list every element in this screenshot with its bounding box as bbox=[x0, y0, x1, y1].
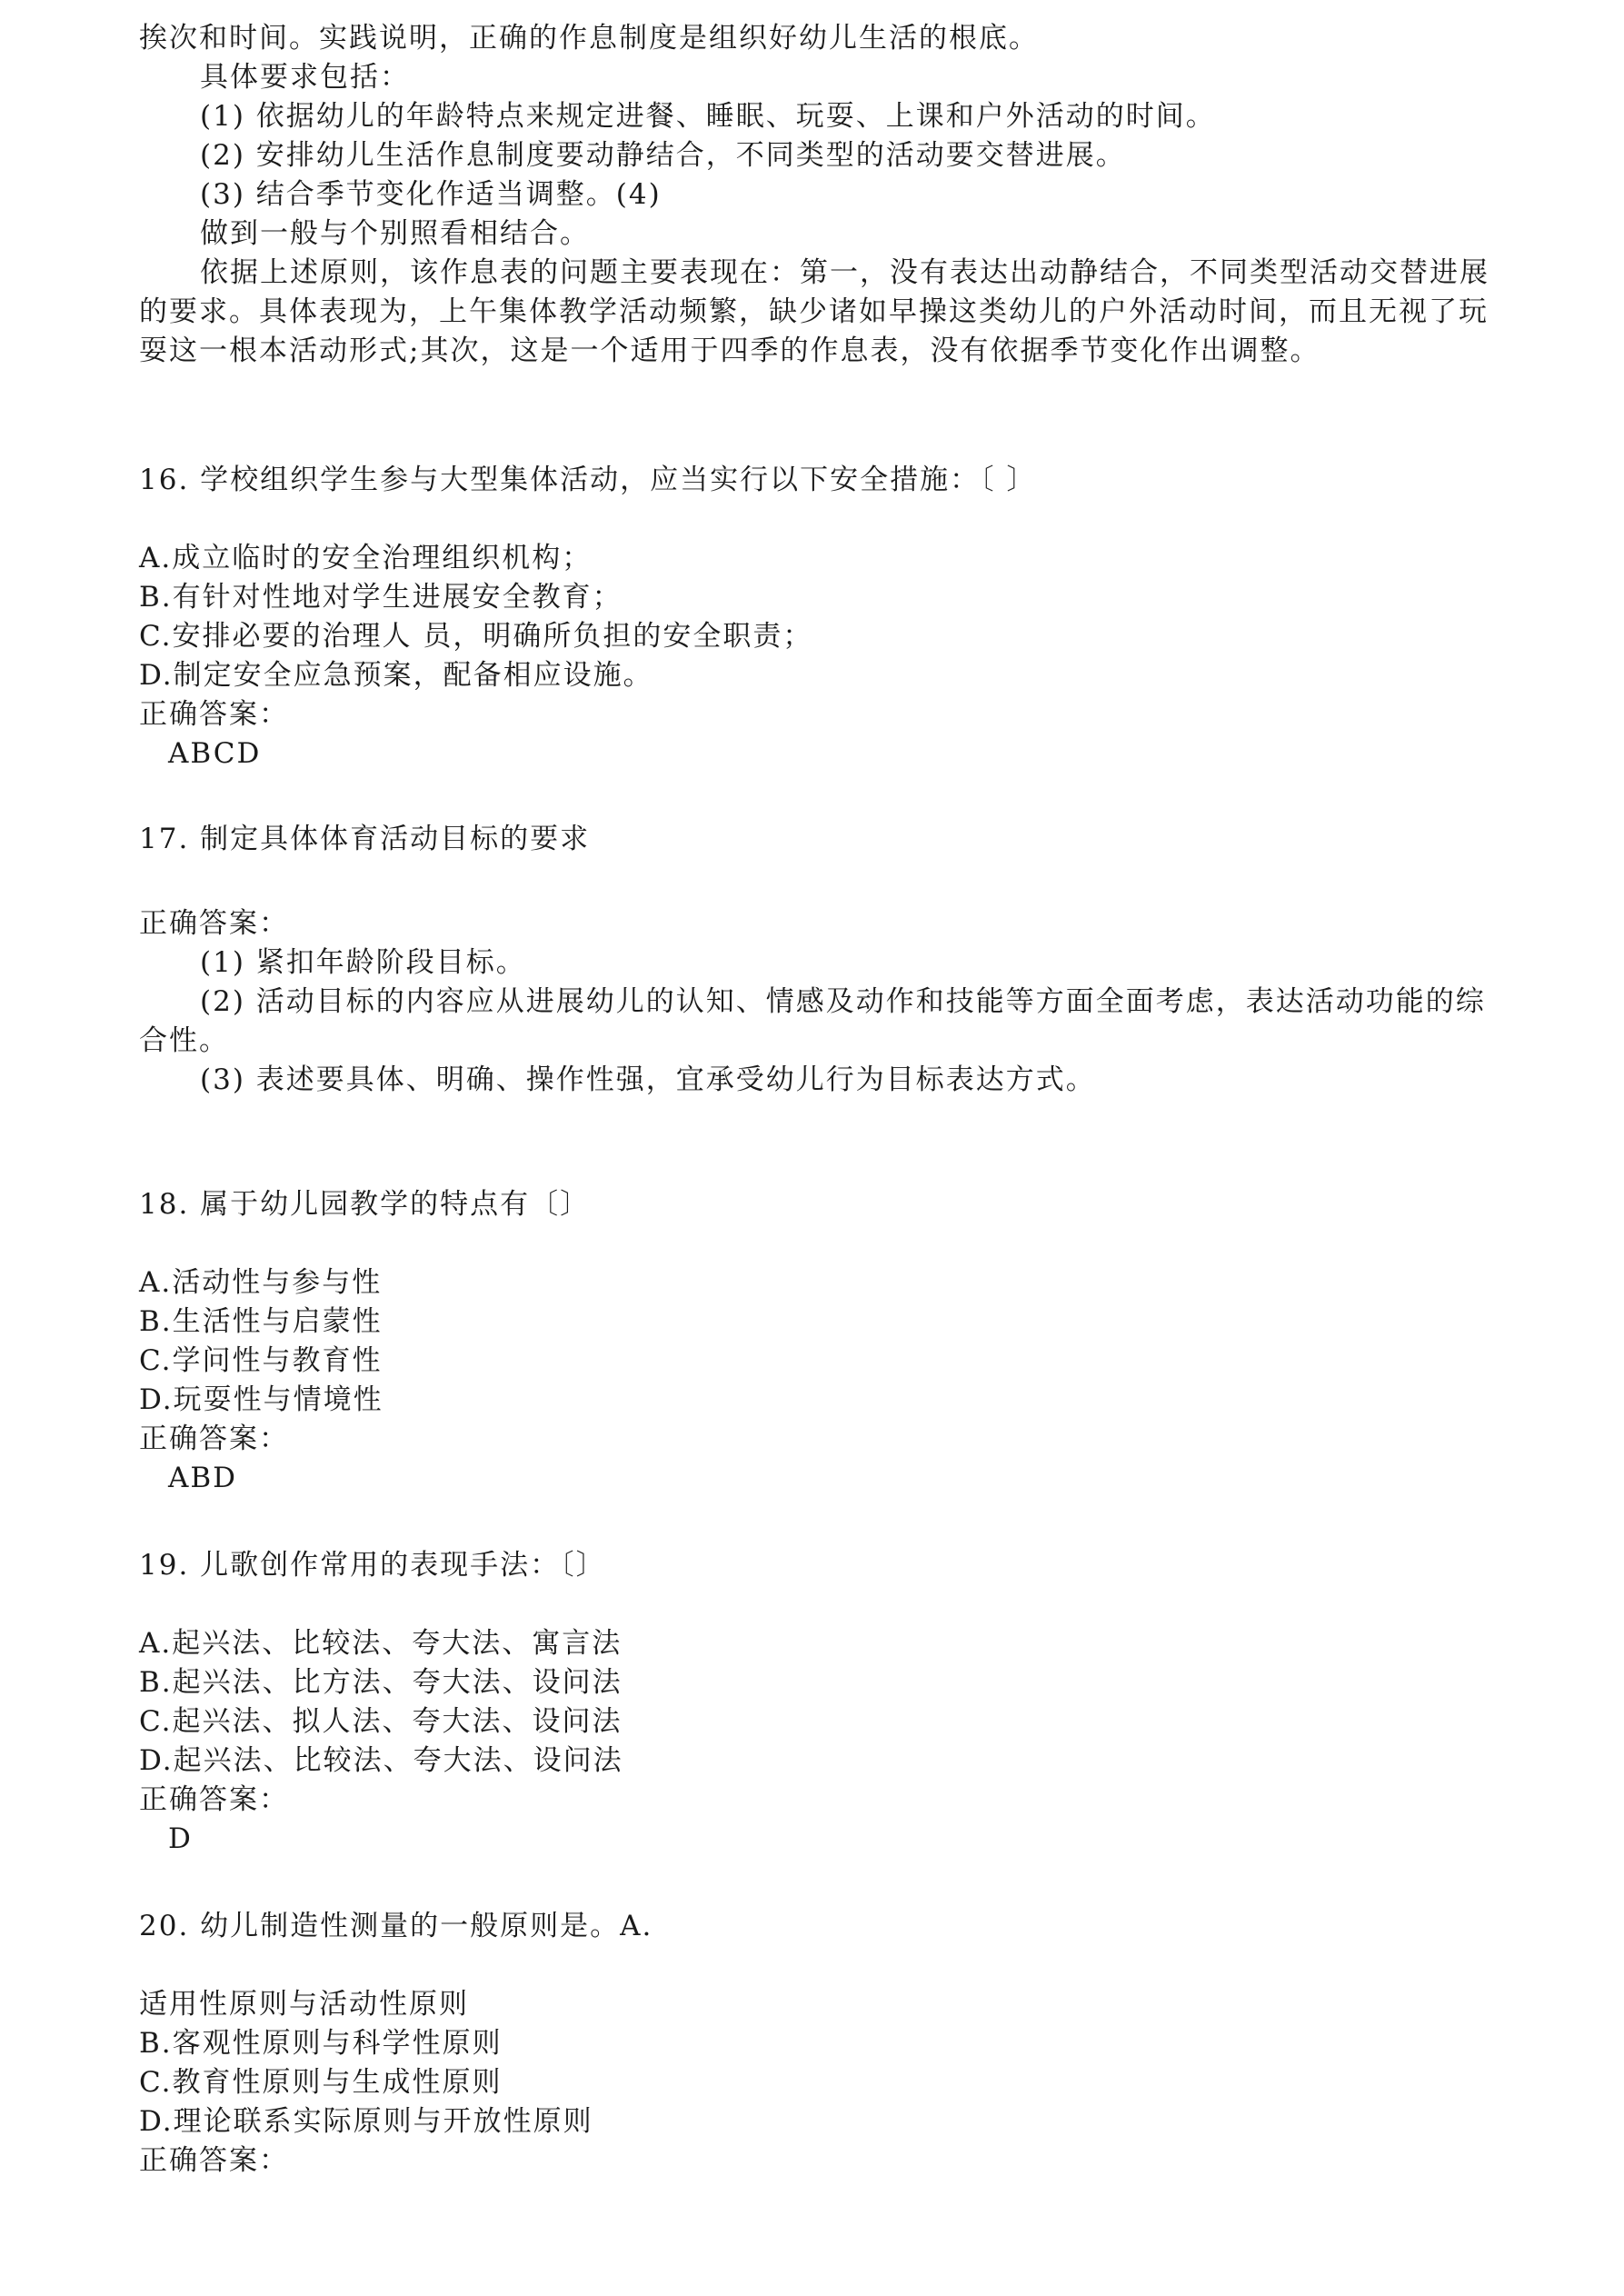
option-a: A.活动性与参与性 bbox=[139, 1266, 383, 1299]
requirement-item: 做到一般与个别照看相结合。 bbox=[200, 217, 590, 250]
answer-label: 正确答案： bbox=[139, 1783, 289, 1816]
question-19: 19. 儿歌创作常用的表现手法：〔〕 bbox=[139, 1549, 606, 1582]
question-16: 16. 学校组织学生参与大型集体活动，应当实行以下安全措施：〔 〕 bbox=[139, 464, 1037, 496]
answer-item: (1) 紧扣年龄阶段目标。 bbox=[200, 946, 526, 979]
answer-item: (2) 活动目标的内容应从进展幼儿的认知、情感及动作和技能等方面全面考虑，表达活动功能的综 bbox=[200, 985, 1486, 1018]
answer-value: D bbox=[168, 1822, 193, 1855]
option-a: A.成立临时的安全治理组织机构； bbox=[139, 542, 593, 574]
requirement-item: (2) 安排幼儿生活作息制度要动静结合，不同类型的活动要交替进展。 bbox=[200, 139, 1126, 172]
answer-label: 正确答案： bbox=[139, 698, 289, 731]
option-d: D.起兴法、比较法、夸大法、设问法 bbox=[139, 1744, 623, 1777]
option-c: C.教育性原则与生成性原则 bbox=[139, 2066, 503, 2099]
option-b: B.起兴法、比方法、夸大法、设问法 bbox=[139, 1666, 623, 1699]
analysis-text-line: 的要求。具体表现为，上午集体教学活动频繁，缺少诸如早操这类幼儿的户外活动时间，而且无视了玩 bbox=[139, 295, 1489, 328]
question-20: 20. 幼儿制造性测量的一般原则是。A. bbox=[139, 1910, 653, 1942]
answer-item-continuation: 合性。 bbox=[139, 1024, 229, 1057]
requirement-item: (3) 结合季节变化作适当调整。(4) bbox=[200, 178, 662, 211]
option-b: B.有针对性地对学生进展安全教育； bbox=[139, 581, 623, 614]
analysis-text-line: 耍这一根本活动形式;其次，这是一个适用于四季的作息表，没有依据季节变化作出调整。 bbox=[139, 334, 1320, 367]
requirement-item: (1) 依据幼儿的年龄特点来规定进餐、睡眠、玩耍、上课和户外活动的时间。 bbox=[200, 100, 1216, 133]
answer-value: ABCD bbox=[168, 737, 262, 770]
option-a: 适用性原则与活动性原则 bbox=[139, 1988, 469, 2021]
answer-item: (3) 表述要具体、明确、操作性强，宜承受幼儿行为目标表达方式。 bbox=[200, 1063, 1096, 1096]
option-c: C.起兴法、拟人法、夸大法、设问法 bbox=[139, 1705, 623, 1738]
requirements-heading: 具体要求包括： bbox=[200, 61, 410, 94]
option-c: C.安排必要的治理人 员，明确所负担的安全职责； bbox=[139, 620, 813, 653]
analysis-text-line: 依据上述原则，该作息表的问题主要表现在：第一，没有表达出动静结合，不同类型活动交替进展 bbox=[200, 256, 1489, 289]
option-b: B.生活性与启蒙性 bbox=[139, 1305, 383, 1338]
option-d: D.玩耍性与情境性 bbox=[139, 1383, 384, 1416]
option-a: A.起兴法、比较法、夸大法、寓言法 bbox=[139, 1627, 623, 1660]
option-d: D.理论联系实际原则与开放性原则 bbox=[139, 2105, 593, 2138]
option-b: B.客观性原则与科学性原则 bbox=[139, 2027, 503, 2060]
answer-value: ABD bbox=[168, 1462, 238, 1494]
option-d: D.制定安全应急预案，配备相应设施。 bbox=[139, 659, 653, 692]
intro-text-line: 挨次和时间。实践说明，正确的作息制度是组织好幼儿生活的根底。 bbox=[139, 22, 1039, 55]
answer-label: 正确答案： bbox=[139, 907, 289, 940]
question-17: 17. 制定具体体育活动目标的要求 bbox=[139, 823, 591, 855]
answer-label: 正确答案： bbox=[139, 2144, 289, 2177]
option-c: C.学问性与教育性 bbox=[139, 1344, 383, 1377]
question-18: 18. 属于幼儿园教学的特点有〔〕 bbox=[139, 1188, 591, 1221]
answer-label: 正确答案： bbox=[139, 1423, 289, 1455]
